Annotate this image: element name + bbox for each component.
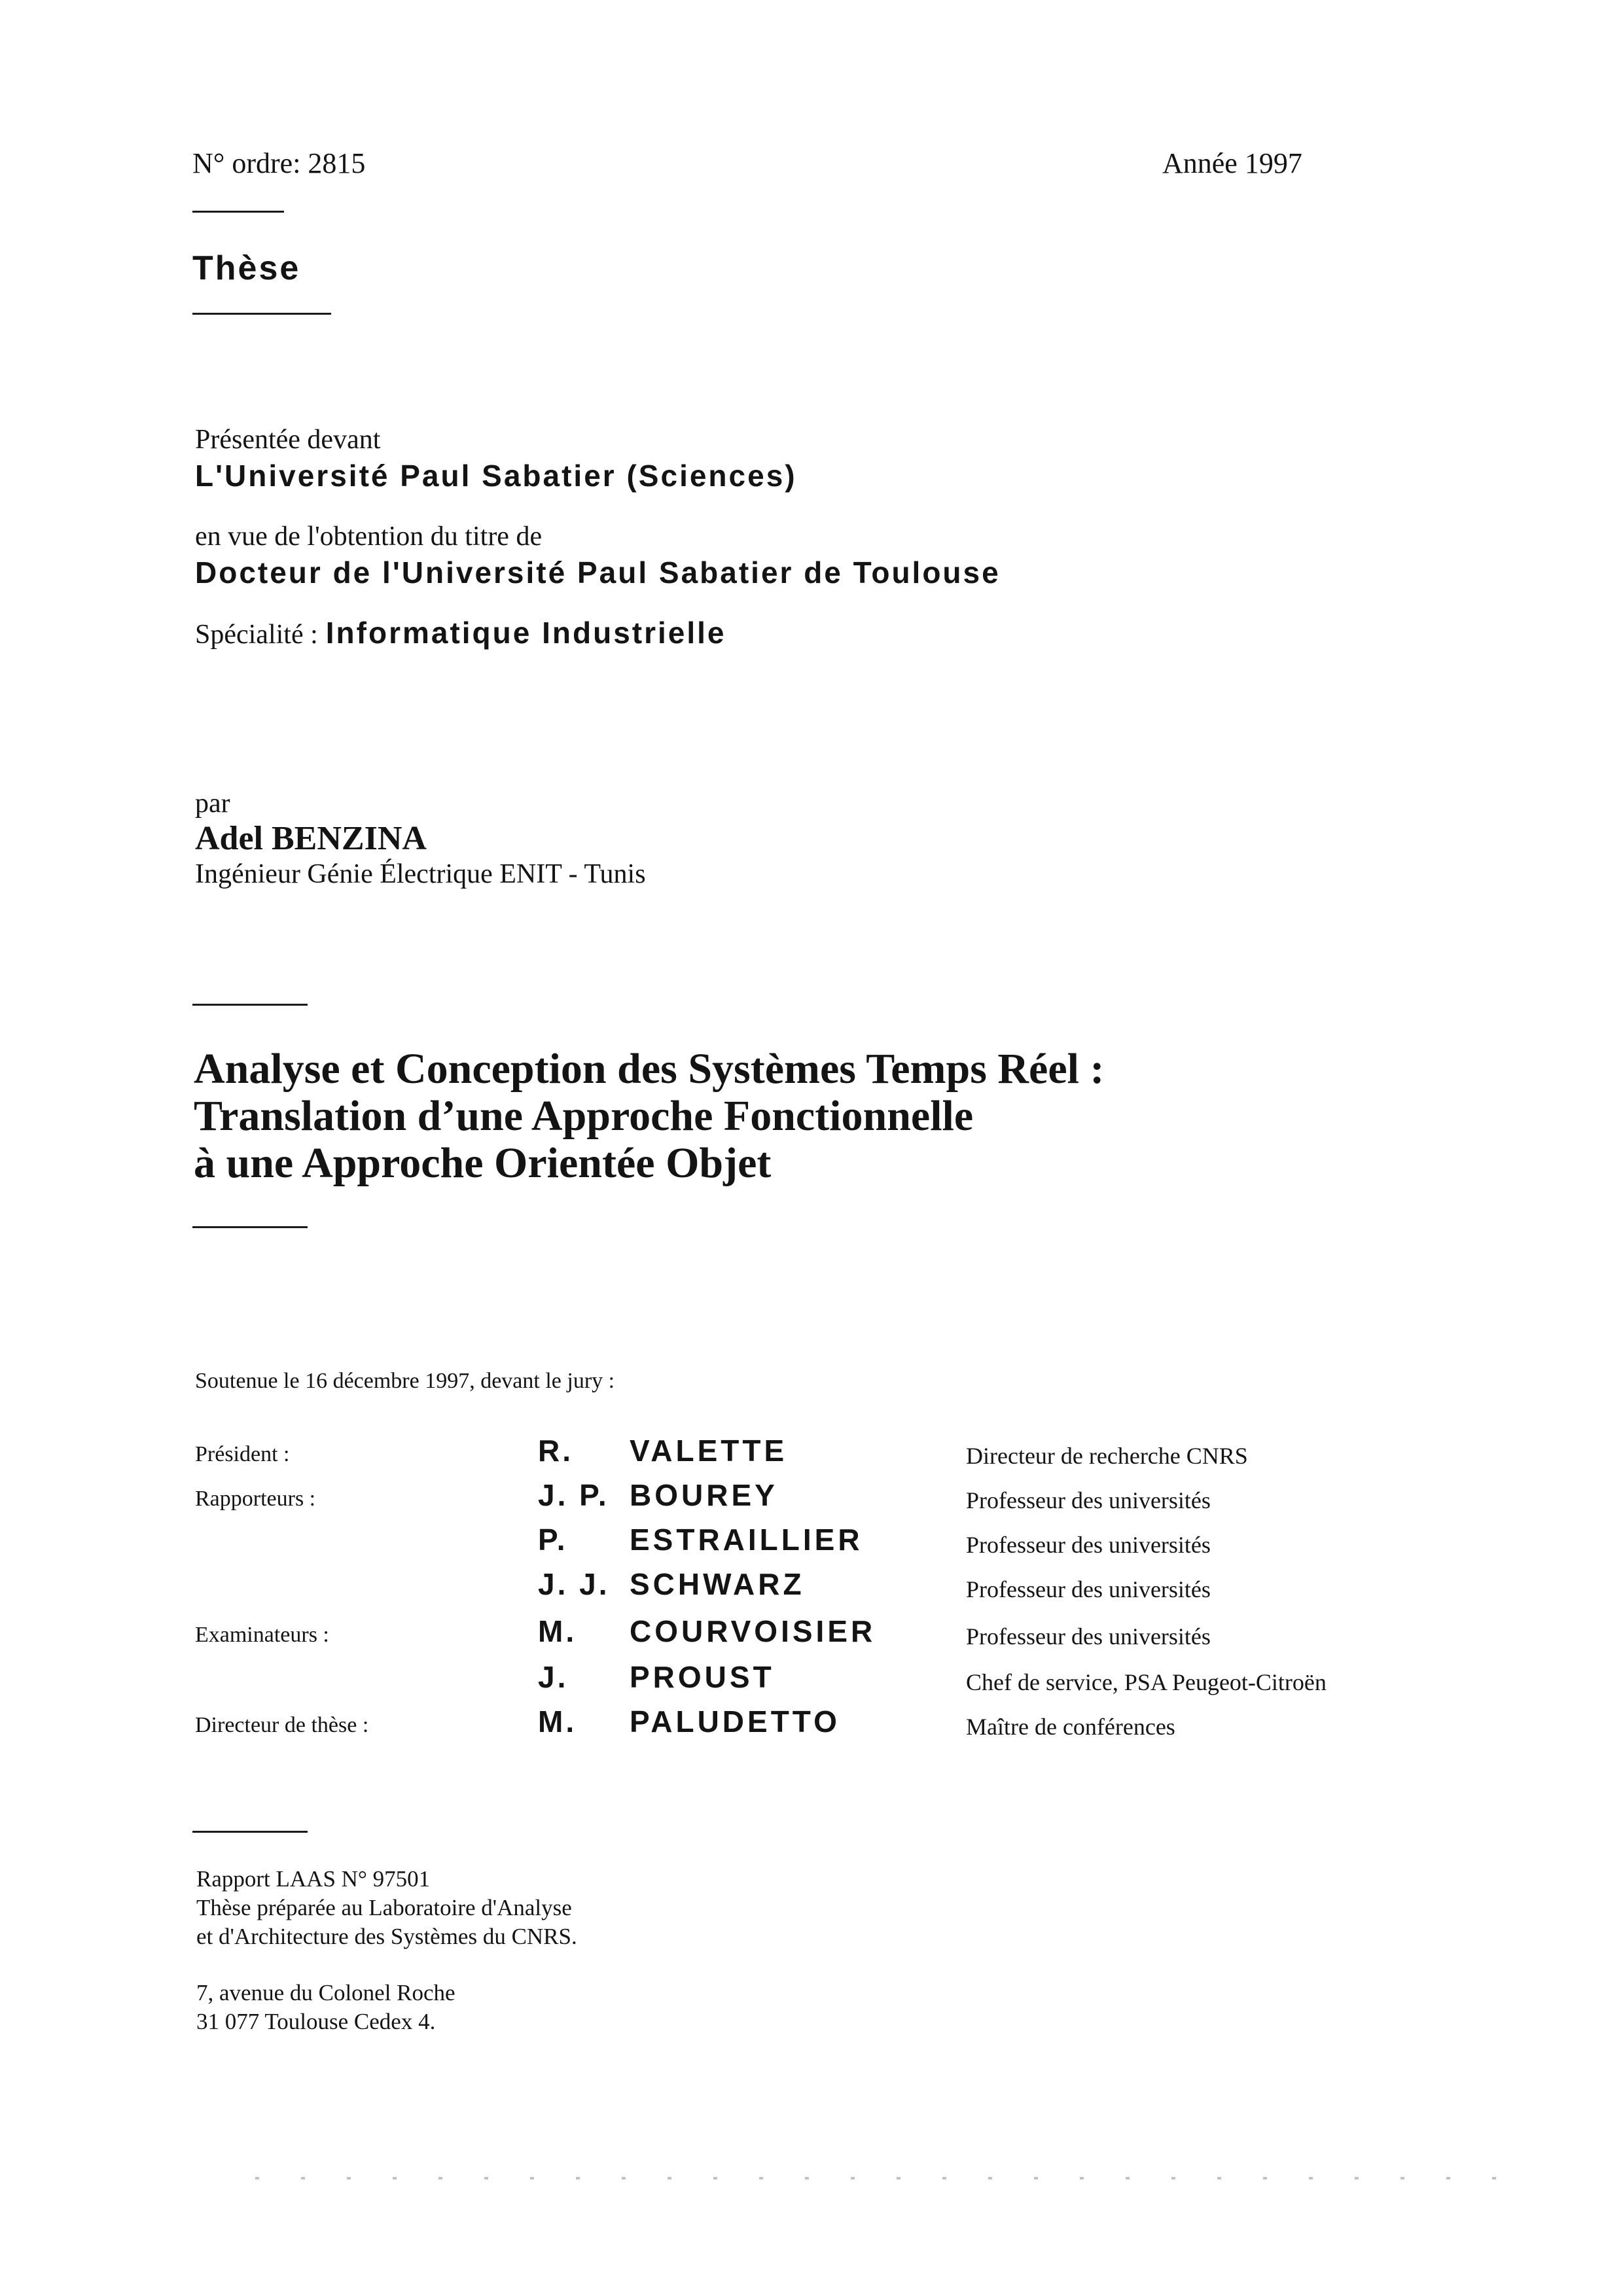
jury-surname: COURVOISIER	[630, 1614, 876, 1648]
jury-surname: PROUST	[630, 1660, 775, 1694]
jury-surname: SCHWARZ	[630, 1567, 805, 1601]
author-credentials: Ingénieur Génie Électrique ENIT - Tunis	[195, 859, 646, 889]
document-type: Thèse	[192, 249, 301, 287]
jury-initials: J. P.	[538, 1478, 609, 1512]
jury-initials: J. J.	[538, 1567, 610, 1601]
degree-title: Docteur de l'Université Paul Sabatier de Toulouse	[195, 556, 1001, 590]
jury-surname: PALUDETTO	[630, 1704, 840, 1739]
jury-row	[0, 1522, 1623, 1564]
jury-row	[0, 1566, 1623, 1608]
jury-row	[0, 1477, 1623, 1519]
jury-surname: BOUREY	[630, 1478, 778, 1512]
degree-purpose: en vue de l'obtention du titre de	[195, 521, 543, 552]
jury-initials: M.	[538, 1614, 577, 1648]
divider-rule	[192, 1226, 308, 1228]
jury-title: Maître de conférences	[966, 1714, 1175, 1740]
divider-rule	[192, 1004, 308, 1006]
divider-rule	[192, 313, 331, 315]
year: Année 1997	[1162, 147, 1302, 179]
divider-rule	[192, 1831, 308, 1833]
presentation-intro: Présentée devant	[195, 425, 381, 455]
jury-initials: P.	[538, 1523, 568, 1557]
specialty-line	[195, 615, 726, 650]
jury-row	[0, 1659, 1623, 1701]
author-by: par	[195, 788, 230, 819]
jury-row	[0, 1433, 1623, 1475]
lab-line-1: Thèse préparée au Laboratoire d'Analyse	[196, 1895, 572, 1920]
report-number: Rapport LAAS N° 97501	[196, 1866, 431, 1892]
jury-title: Professeur des universités	[966, 1623, 1211, 1650]
jury-title: Professeur des universités	[966, 1532, 1211, 1558]
order-number: N° ordre: 2815	[192, 147, 366, 179]
defense-statement: Soutenue le 16 décembre 1997, devant le jury :	[195, 1369, 615, 1393]
jury-initials: J.	[538, 1660, 569, 1694]
thesis-title-line-3: à une Approche Orientée Objet	[194, 1139, 772, 1187]
jury-title: Professeur des universités	[966, 1576, 1211, 1602]
address-line-1: 7, avenue du Colonel Roche	[196, 1980, 455, 2005]
jury-title: Chef de service, PSA Peugeot-Citroën	[966, 1669, 1327, 1695]
scan-artifact	[255, 2177, 1531, 2180]
thesis-title-line-2: Translation d’une Approche Fonctionnelle	[194, 1092, 974, 1140]
specialty-label: Spécialité :	[195, 620, 318, 650]
lab-line-2: et d'Architecture des Systèmes du CNRS.	[196, 1924, 577, 1949]
jury-row	[0, 1704, 1623, 1746]
jury-surname: ESTRAILLIER	[630, 1523, 863, 1557]
thesis-title-line-1: Analyse et Conception des Systèmes Temps Réel :	[194, 1045, 1105, 1093]
university-name: L'Université Paul Sabatier (Sciences)	[195, 459, 797, 493]
jury-title: Directeur de recherche CNRS	[966, 1443, 1248, 1469]
jury-initials: R.	[538, 1434, 573, 1468]
address-line-2: 31 077 Toulouse Cedex 4.	[196, 2009, 436, 2034]
jury-role: Directeur de thèse :	[195, 1713, 369, 1737]
jury-row	[0, 1614, 1623, 1655]
divider-rule	[192, 211, 284, 213]
jury-role: Président :	[195, 1442, 290, 1466]
jury-title: Professeur des universités	[966, 1487, 1211, 1513]
jury-role: Rapporteurs :	[195, 1487, 316, 1511]
specialty-value: Informatique Industrielle	[325, 616, 726, 650]
author-name: Adel BENZINA	[195, 820, 427, 857]
jury-surname: VALETTE	[630, 1434, 788, 1468]
jury-initials: M.	[538, 1704, 577, 1739]
jury-role: Examinateurs :	[195, 1623, 329, 1647]
